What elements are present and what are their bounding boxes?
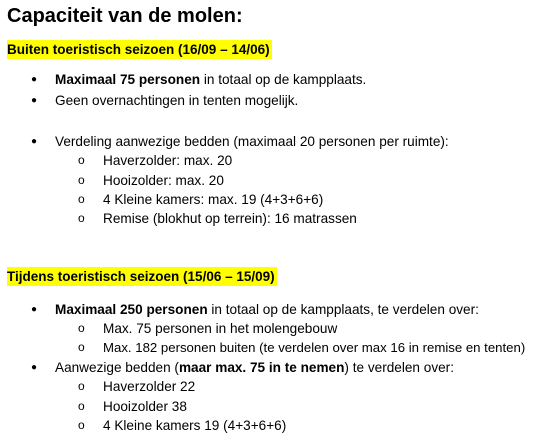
sub-bullet-icon: o	[78, 211, 85, 225]
off-season-bed-item: Haverzolder: max. 20	[103, 153, 233, 168]
off-season-capacity	[55, 70, 366, 89]
off-season-bed-item: Remise (blokhut op terrein): 16 matrassen	[103, 211, 357, 226]
off-season-capacity-rest: in totaal op de kampplaats.	[200, 72, 367, 87]
season-bed-item: Haverzolder 22	[103, 379, 196, 394]
off-season-bed-item: Hooizolder: max. 20	[103, 173, 224, 188]
off-season-beds-intro: Verdeling aanwezige bedden (maximaal 20 personen per ruimte):	[55, 134, 449, 149]
bullet-icon: ●	[31, 362, 38, 373]
season-capacity	[55, 300, 479, 319]
season-capacity-split-item: Max. 182 personen buiten (te verdelen over max 16 in remise en tenten)	[103, 340, 526, 355]
sub-bullet-icon: o	[78, 340, 85, 354]
bullet-icon: ●	[31, 74, 38, 85]
season-capacity-split-item: Max. 75 personen in het molengebouw	[103, 321, 338, 336]
sub-bullet-icon: o	[78, 173, 85, 187]
sub-bullet-icon: o	[78, 379, 85, 393]
sub-bullet-icon: o	[78, 399, 85, 413]
season-beds-intro-pre: Aanwezige bedden (	[55, 360, 179, 375]
bullet-icon: ●	[31, 304, 38, 315]
sub-bullet-icon: o	[78, 192, 85, 206]
bullet-icon: ●	[31, 136, 38, 147]
season-capacity-rest: in totaal op de kampplaats, te verdelen over:	[207, 302, 479, 317]
season-bed-item: Hooizolder 38	[103, 399, 187, 414]
season-beds-intro-post: ) te verdelen over:	[344, 360, 454, 375]
season-heading: Tijdens toeristisch seizoen (15/06 – 15/09)	[7, 269, 275, 284]
season-beds-intro-bold: maar max. 75 in te nemen	[178, 360, 345, 375]
season-beds-intro	[55, 358, 454, 377]
sub-bullet-icon: o	[78, 153, 85, 167]
off-season-heading: Buiten toeristisch seizoen (16/09 – 14/06)	[7, 42, 270, 57]
season-capacity-bold: Maximaal 250 personen	[55, 302, 208, 317]
season-bed-item: 4 Kleine kamers 19 (4+3+6+6)	[103, 418, 287, 433]
off-season-capacity-bold: Maximaal 75 personen	[55, 72, 201, 87]
sub-bullet-icon: o	[78, 321, 85, 335]
off-season-no-tents: Geen overnachtingen in tenten mogelijk.	[55, 93, 299, 108]
bullet-icon: ●	[31, 95, 38, 106]
sub-bullet-icon: o	[78, 418, 85, 432]
off-season-bed-item: 4 Kleine kamers: max. 19 (4+3+6+6)	[103, 192, 324, 207]
page-title: Capaciteit van de molen:	[7, 5, 243, 27]
